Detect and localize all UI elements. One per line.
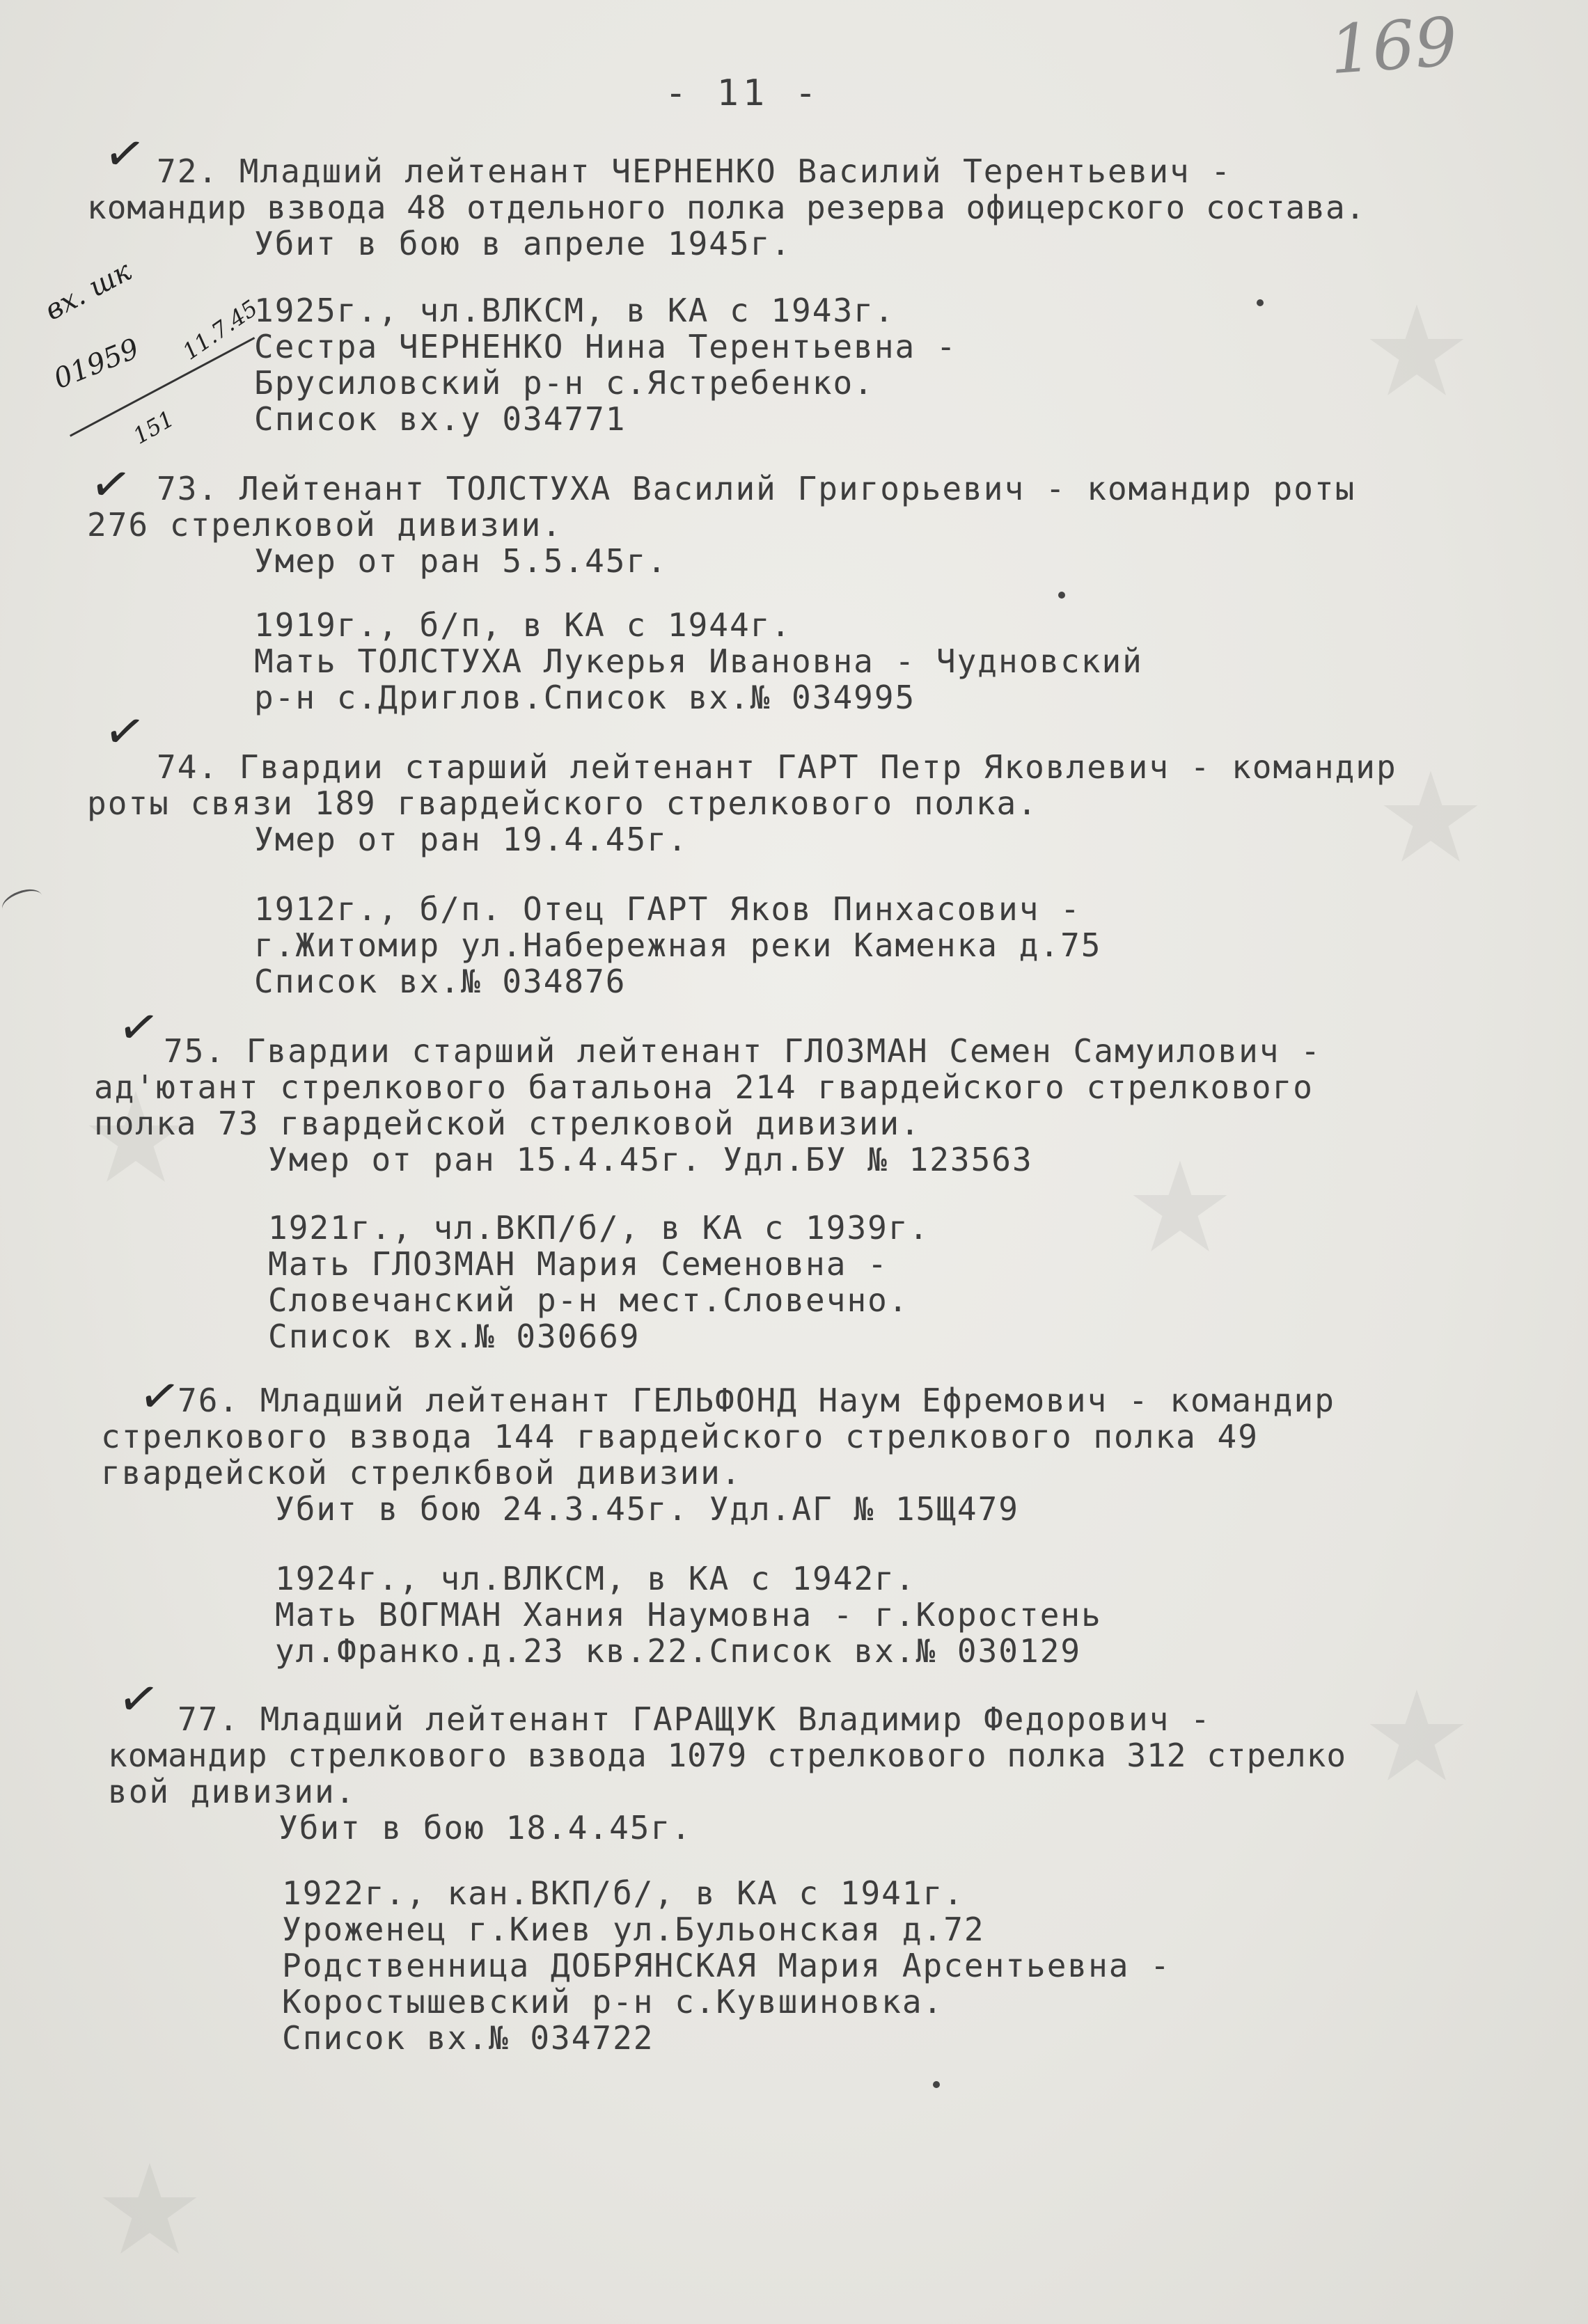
entry-77-line-6: Уроженец г.Киев ул.Бульонская д.72 xyxy=(282,1911,985,1948)
entry-72-line-5: Сестра ЧЕРНЕНКО Нина Терентьевна - xyxy=(254,328,957,365)
entry-76-line-1: 76. Младший лейтенант ГЕЛЬФОНД Наум Ефремович - командир xyxy=(178,1382,1335,1419)
entry-73-line-2: 276 стрелковой дивизии. xyxy=(87,506,563,544)
entry-76-line-3: гвардейской стрелкбвой дивизии. xyxy=(101,1454,742,1492)
entry-73-line-5: Мать ТОЛСТУХА Лукерья Ивановна - Чудновский xyxy=(254,642,1143,680)
check-mark-icon: ✓ xyxy=(100,122,150,186)
entry-75-line-4: Умер от ран 15.4.45г. Удл.БУ № 123563 xyxy=(268,1141,1033,1178)
entry-75-line-3: полка 73 гвардейской стрелковой дивизии. xyxy=(94,1105,921,1142)
watermark-icon xyxy=(1128,1155,1232,1260)
check-mark-icon: ✓ xyxy=(134,1364,185,1428)
entry-73-line-4: 1919г., б/п, в КА с 1944г. xyxy=(254,606,792,644)
margin-note-line3: 151 xyxy=(128,405,179,450)
entry-72-line-6: Брусиловский р-н с.Ястребенко. xyxy=(254,364,874,402)
entry-74-line-3: Умер от ран 19.4.45г. xyxy=(254,821,689,858)
entry-77-line-5: 1922г., кан.ВКП/б/, в КА с 1941г. xyxy=(282,1874,964,1912)
check-mark-icon: ✓ xyxy=(100,699,150,764)
entry-74-line-4: 1912г., б/п. Отец ГАРТ Яков Пинхасович - xyxy=(254,890,1081,928)
entry-74-line-5: г.Житомир ул.Набережная реки Каменка д.75 xyxy=(254,926,1102,964)
entry-72-line-3: Убит в бою в апреле 1945г. xyxy=(254,225,792,262)
entry-76-line-7: ул.Франко.д.23 кв.22.Список вх.№ 030129 xyxy=(275,1632,1082,1670)
entry-77-line-9: Список вх.№ 034722 xyxy=(282,2019,654,2057)
entry-74-line-1: 74. Гвардии старший лейтенант ГАРТ Петр Яковлевич - командир xyxy=(157,748,1397,786)
margin-stroke xyxy=(0,885,46,921)
entry-74-line-2: роты связи 189 гвардейского стрелкового полка. xyxy=(87,784,1038,822)
entry-75-line-8: Список вх.№ 030669 xyxy=(268,1318,640,1355)
entry-76-line-6: Мать ВОГМАН Хания Наумовна - г.Коростень xyxy=(275,1596,1102,1634)
ink-dot xyxy=(933,2081,940,2088)
entry-75-line-6: Мать ГЛОЗМАН Мария Семеновна - xyxy=(268,1245,888,1283)
watermark-icon xyxy=(1365,299,1469,404)
check-mark-icon: ✓ xyxy=(113,1667,164,1731)
entry-72-line-4: 1925г., чл.ВЛКСМ, в КА с 1943г. xyxy=(254,292,895,329)
entry-74-line-6: Список вх.№ 034876 xyxy=(254,963,627,1000)
entry-77-line-3: вой дивизии. xyxy=(108,1773,356,1810)
entry-72-line-2: командир взвода 48 отдельного полка резерва офицерского состава. xyxy=(87,189,1366,226)
entry-73-line-6: р-н с.Дриглов.Список вх.№ 034995 xyxy=(254,679,916,716)
watermark-icon xyxy=(97,2158,202,2262)
ink-dot xyxy=(1058,592,1065,599)
page-number: - 11 - xyxy=(665,72,821,114)
entry-75-line-1: 75. Гвардии старший лейтенант ГЛОЗМАН Семен Самуилович - xyxy=(164,1032,1321,1070)
entry-77-line-2: командир стрелкового взвода 1079 стрелкового полка 312 стрелко xyxy=(108,1737,1347,1774)
entry-77-line-1: 77. Младший лейтенант ГАРАЩУК Владимир Федорович - xyxy=(178,1700,1211,1738)
entry-73-line-1: 73. Лейтенант ТОЛСТУХА Василий Григорьевич - командир роты xyxy=(157,470,1356,507)
entry-75-line-7: Словечанский р-н мест.Словечно. xyxy=(268,1281,909,1319)
entry-76-line-4: Убит в бою 24.3.45г. Удл.АГ № 15Щ479 xyxy=(275,1490,1019,1528)
check-mark-icon: ✓ xyxy=(86,452,136,516)
entry-75-line-2: ад'ютант стрелкового батальона 214 гвардейского стрелкового xyxy=(94,1068,1314,1106)
entry-76-line-2: стрелкового взвода 144 гвардейского стрелкового полка 49 xyxy=(101,1418,1259,1455)
ink-dot xyxy=(1257,299,1264,306)
entry-76-line-5: 1924г., чл.ВЛКСМ, в КА с 1942г. xyxy=(275,1560,916,1597)
margin-note-line1: вх. шк xyxy=(39,255,137,327)
entry-77-line-4: Убит в бою 18.4.45г. xyxy=(278,1809,692,1847)
margin-note-date: 11.7.45 xyxy=(178,294,262,365)
entry-77-line-7: Родственница ДОБРЯНСКАЯ Мария Арсентьевна - xyxy=(282,1947,1171,1984)
entry-75-line-5: 1921г., чл.ВКП/б/, в КА с 1939г. xyxy=(268,1209,930,1247)
check-mark-icon: ✓ xyxy=(113,995,164,1059)
entry-77-line-8: Коростышевский р-н с.Кувшиновка. xyxy=(282,1983,944,2021)
margin-note-line2: 01959 xyxy=(49,332,144,396)
archive-page-number: 169 xyxy=(1327,2,1460,90)
watermark-icon xyxy=(1365,1684,1469,1789)
entry-73-line-3: Умер от ран 5.5.45г. xyxy=(254,542,668,580)
entry-72-line-7: Список вх.у 034771 xyxy=(254,400,627,438)
entry-72-line-1: 72. Младший лейтенант ЧЕРНЕНКО Василий Терентьевич - xyxy=(157,152,1232,190)
